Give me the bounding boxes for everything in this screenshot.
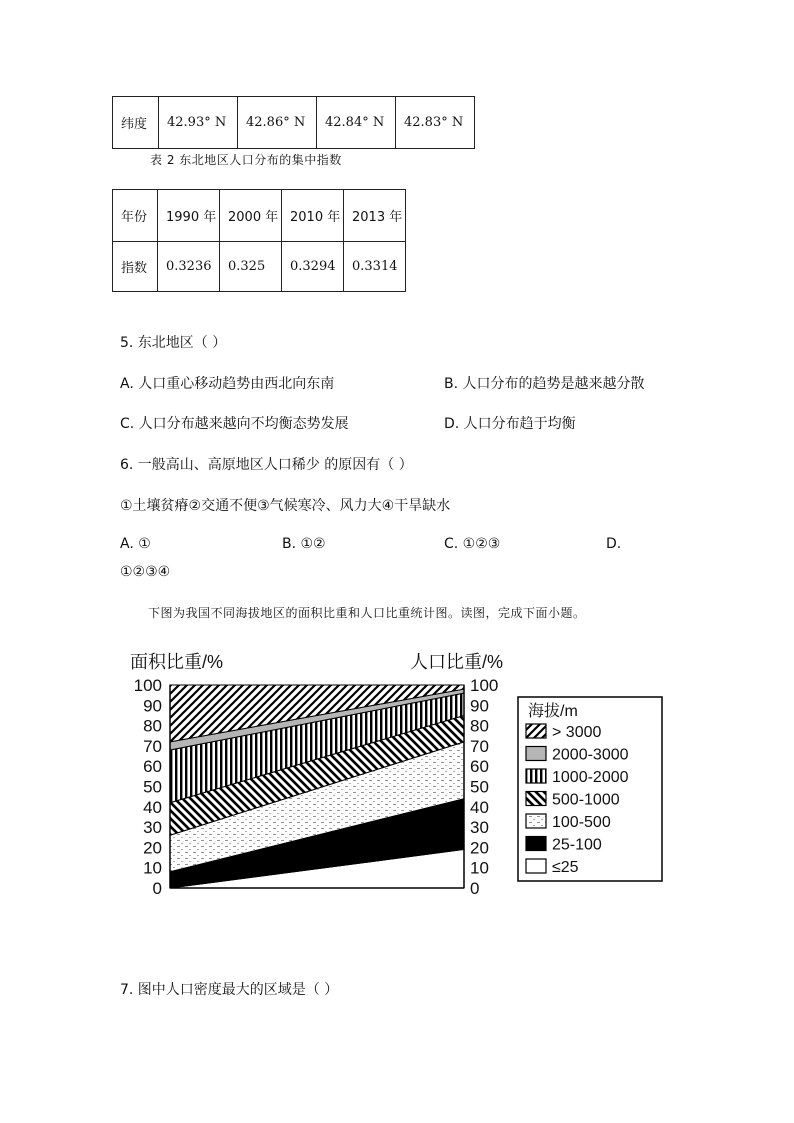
right-tick-label: 60 [470, 757, 489, 777]
legend-swatch [526, 814, 546, 828]
latitude-table [112, 96, 475, 149]
year-cell: 2010 年 [282, 190, 344, 242]
concentration-index-table [112, 189, 406, 292]
legend-swatch [526, 859, 546, 873]
altitude-area-chart [120, 640, 680, 908]
question-6-option-d[interactable]: D. [606, 536, 622, 552]
right-axis-label: 人口比重/% [410, 652, 504, 672]
year-cell: 1990 年 [158, 190, 220, 242]
legend-label: 100-500 [552, 814, 611, 831]
chart-intro: 下图为我国不同海拔地区的面积比重和人口比重统计图。读图，完成下面小题。 [148, 606, 586, 620]
left-tick-label: 50 [143, 777, 162, 797]
year-cell: 2013 年 [344, 190, 406, 242]
latitude-cell: 42.86° N [238, 97, 317, 149]
question-6-list: ①土壤贫瘠②交通不便③气候寒冷、风力大④干旱缺水 [120, 498, 451, 514]
legend-swatch [526, 792, 546, 806]
question-5-option-c[interactable]: C. 人口分布越来越向不均衡态势发展 [120, 416, 349, 432]
question-5-stem: 5. 东北地区（ ） [120, 335, 227, 351]
legend-label: ≤25 [552, 859, 579, 876]
right-tick-label: 30 [470, 818, 489, 838]
question-5-option-b[interactable]: B. 人口分布的趋势是越来越分散 [444, 376, 645, 392]
right-tick-label: 90 [470, 696, 489, 716]
left-axis-label: 面积比重/% [130, 652, 224, 672]
index-cell: 0.3294 [282, 242, 344, 292]
latitude-header: 纬度 [113, 97, 159, 149]
question-6-stem: 6. 一般高山、高原地区人口稀少 的原因有（ ） [120, 457, 413, 473]
latitude-cell: 42.84° N [317, 97, 396, 149]
legend-swatch [526, 724, 546, 738]
table2-caption: 表 2 东北地区人口分布的集中指数 [150, 153, 342, 167]
left-tick-label: 90 [143, 696, 162, 716]
year-cell: 2000 年 [220, 190, 282, 242]
right-tick-label: 0 [470, 879, 480, 898]
latitude-cell: 42.93° N [159, 97, 238, 149]
legend-label: 500-1000 [552, 791, 620, 809]
index-cell: 0.3236 [158, 242, 220, 292]
legend-title: 海拔/m [528, 703, 578, 720]
index-cell: 0.3314 [344, 242, 406, 292]
legend-label: > 3000 [552, 724, 602, 741]
left-tick-label: 10 [143, 858, 162, 878]
right-tick-labels [470, 676, 498, 898]
legend-swatch [526, 769, 546, 783]
left-tick-label: 70 [143, 736, 162, 756]
question-5-option-a[interactable]: A. 人口重心移动趋势由西北向东南 [120, 376, 335, 392]
index-header: 指数 [113, 242, 158, 292]
right-tick-label: 10 [470, 858, 489, 878]
latitude-cell: 42.83° N [396, 97, 475, 149]
right-tick-label: 80 [470, 716, 489, 736]
legend-swatch [526, 837, 546, 851]
right-tick-label: 70 [470, 736, 489, 756]
legend-label: 25-100 [552, 836, 602, 854]
question-6-option-d-content: ①②③④ [120, 564, 171, 580]
question-6-option-c[interactable]: C. ①②③ [444, 536, 501, 552]
question-7-stem: 7. 图中人口密度最大的区域是（ ） [120, 982, 339, 998]
question-6-option-a[interactable]: A. ① [120, 536, 151, 552]
chart-area-bands [170, 685, 464, 888]
left-tick-label: 80 [143, 716, 162, 736]
right-tick-label: 20 [470, 838, 489, 858]
legend-label: 1000-2000 [552, 769, 629, 786]
right-tick-label: 40 [470, 797, 489, 817]
index-cell: 0.325 [220, 242, 282, 292]
legend-label: 2000-3000 [552, 746, 629, 764]
left-tick-label: 100 [133, 676, 162, 695]
legend-swatch [526, 747, 546, 761]
left-tick-label: 20 [143, 838, 162, 858]
left-tick-label: 60 [143, 757, 162, 777]
question-6-option-b[interactable]: B. ①② [282, 536, 326, 552]
left-tick-label: 30 [143, 818, 162, 838]
chart-legend [518, 697, 662, 881]
right-tick-label: 50 [470, 777, 489, 797]
right-tick-label: 100 [470, 676, 499, 695]
left-tick-label: 40 [143, 797, 162, 817]
question-5-option-d[interactable]: D. 人口分布趋于均衡 [444, 416, 576, 432]
left-tick-labels [134, 676, 162, 898]
left-tick-label: 0 [152, 879, 162, 898]
year-header: 年份 [113, 190, 158, 242]
